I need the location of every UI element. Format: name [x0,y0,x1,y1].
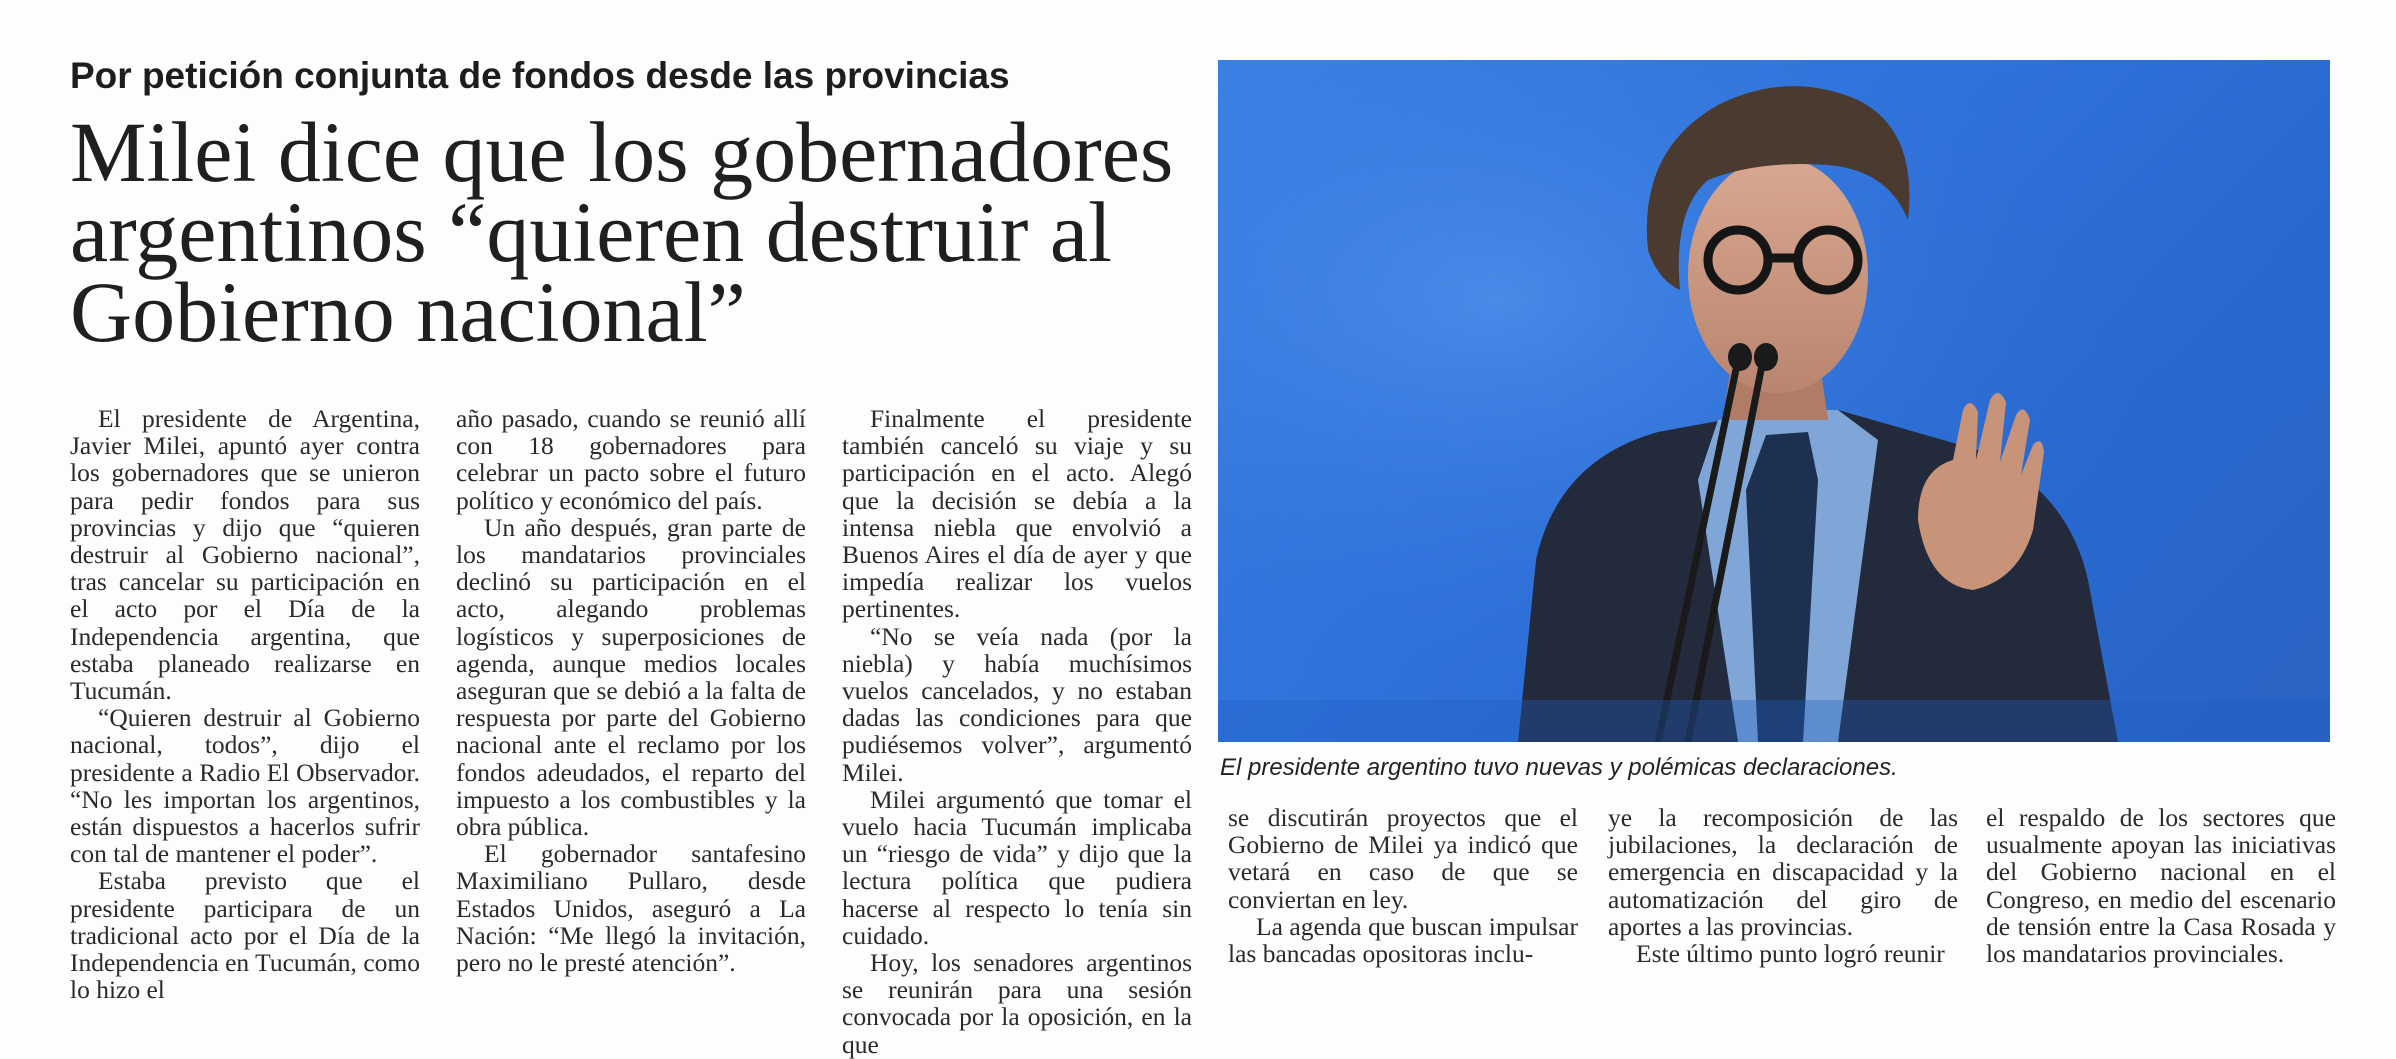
article-kicker: Por petición conjunta de fondos desde las provincias [70,55,1010,96]
paragraph: ye la recomposición de las jubilaciones, la declaración de emergencia en discapacidad y la automatización del giro de aportes a las provincias. [1608,803,1958,941]
paragraph: se discutirán proyectos que el Gobierno de Milei ya indicó que vetará en caso de que se conviertan en ley. [1228,803,1578,914]
body-column-4 [1228,804,1578,967]
paragraph: Finalmente el presidente también canceló su viaje y su participación en el acto. Alegó que la decisión se debía a la intensa niebla que envolvió a Buenos Aires el día de ayer y que impedía realizar los vuelos pertinentes. [842,404,1192,624]
paragraph: Milei argumentó que tomar el vuelo hacia Tucumán implicaba un “riesgo de vida” y dijo que la lectura política que pudiera hacerse al respecto lo tenía sin cuidado. [842,784,1192,950]
paragraph: año pasado, cuando se reunió allí con 18 gobernadores para celebrar un pacto sobre el futuro político y económico del país. [456,404,806,515]
body-column-2 [456,405,806,976]
paragraph: Este último punto logró reunir [1636,939,1945,969]
paragraph: “Quieren destruir al Gobierno nacional, todos”, dijo el presidente a Radio El Observador. “No les importan los argentinos, están dispuestos a hacerlos sufrir con tal de mantener el poder”. [70,703,420,869]
paragraph: La agenda que buscan impulsar las bancadas opositoras inclu- [1228,911,1578,969]
body-column-6 [1986,804,2336,967]
paragraph: El presidente de Argentina, Javier Milei, apuntó ayer contra los gobernadores que se unieron para pedir fondos para sus provincias y dijo que “quieren destruir al Gobierno nacional”, tras cancelar su participación en el acto por el Día de la Independencia argentina, que estaba planeado realizarse en Tucumán. [70,404,420,706]
article-photo [1218,60,2330,742]
paragraph: el respaldo de los sectores que usualmente apoyan las iniciativas del Gobierno nacional en el Congreso, en medio del escenario de tensión entre la Casa Rosada y los mandatarios provinciales. [1986,803,2336,969]
paragraph: “No se veía nada (por la niebla) y había muchísimos vuelos cancelados, y no estaban dadas las condiciones para que pudiésemos volver”, argumentó Milei. [842,621,1192,787]
paragraph: El gobernador santafesino Maximiliano Pullaro, desde Estados Unidos, aseguró a La Nación: “Me llegó la invitación, pero no le presté atención”. [456,839,806,978]
paragraph: Un año después, gran parte de los mandatarios provinciales declinó su participación en el acto, alegando problemas logísticos y superposiciones de agenda, aunque medios locales aseguran que se debió a la falta de respuesta por parte del Gobierno nacional ante el reclamo por los fondos adeudados, el reparto del impuesto a los combustibles y la obra pública. [456,512,806,842]
body-column-1 [70,405,420,1003]
body-column-5 [1608,804,1958,967]
article-headline: Milei dice que los gobernadores argentinos “quieren destruir al Gobierno nacional” [70,104,1174,360]
paragraph: Estaba previsto que el presidente participara de un tradicional acto por el Día de la Independencia en Tucumán, como lo hizo el [70,866,420,1005]
photo-caption: El presidente argentino tuvo nuevas y polémicas declaraciones. [1220,754,1898,781]
body-column-3 [842,405,1192,1058]
paragraph: Hoy, los senadores argentinos se reunirán para una sesión convocada por la oposición, en la que [842,948,1192,1059]
